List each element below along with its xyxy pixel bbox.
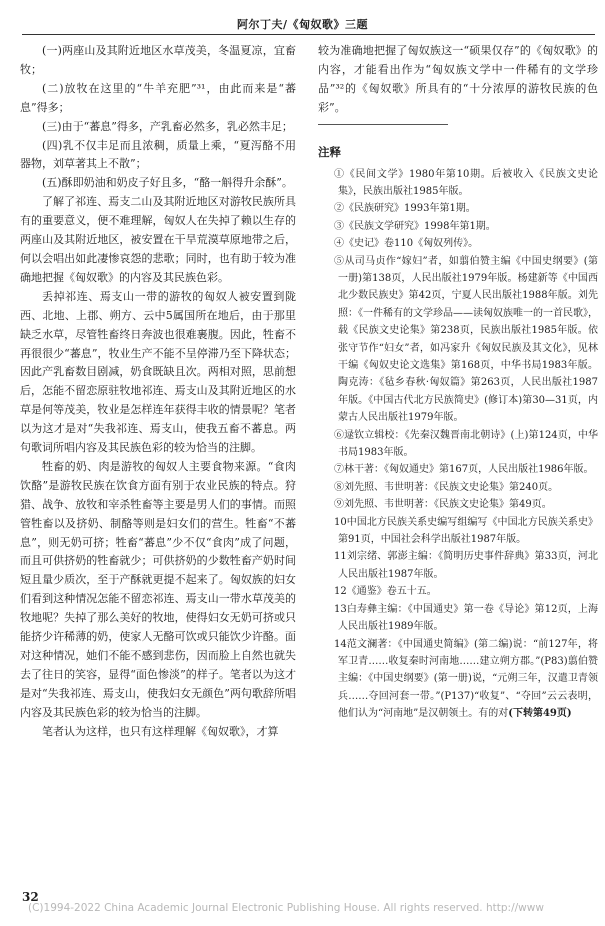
copyright-watermark: (C)1994-2022 China Academic Journal Electronic Publishing House. All rights reserved. http://www: [28, 902, 544, 914]
right-column: [318, 42, 598, 723]
note-item: ⑨刘先照、韦世明著：《民族文史论集》第49页。: [334, 499, 552, 511]
note-text: 14范文澜著：《中国通史简编》(第二编)说：“前127年，将军卫青……收复秦时河南地……建立朔方郡。”(P83)翦伯赞主编：《中国史纲要》(第一册)说，“元朔三年，汉遣卫青领兵……夺回河套一带。”(P137)“收复”、“夺回”云云表明，他们认为“河南地”是汉朝领土。有的对: [334, 638, 598, 720]
note-item: 12《通鉴》卷五十五。: [334, 586, 437, 598]
body-paragraph: 笔者认为这样，也只有这样理解《匈奴歌》，才算: [42, 724, 279, 738]
list-item: (四)乳不仅丰足而且浓稠，质量上乘，“夏泻酪不用器物，刘草著其上不散”；: [20, 138, 296, 171]
body-paragraph: 牲畜的奶、肉是游牧的匈奴人主要食物来源。“食肉饮酪”是游牧民族在饮食方面有别于农业民族的特点。狩猎、战争、放牧和宰杀牲畜等主要是男人们的事情。而照管牲畜以及挤奶、制酪等则是妇女们的营生。牲畜“不蕃息”，则无奶可挤；牲畜“蕃息”少不仅“食肉”成了问题，而且可供挤奶的牲畜就少；可供挤奶的少数牲畜产奶时间短且量少质次，至于产酥就更提不起来了。匈奴族的妇女们看到这种情况怎能不留恋祁连、焉支山一带水草茂美的牧地呢？失掉了那么美好的牧地，使得妇女无奶可挤或只能挤少许稀薄的奶，使家人无酪可饮或只能饮少许酪。面对这种情况，她们不能不感到悲伤，因而脸上自然也就失去了往日的笑容，显得“面色惨淡”的样子。笔者以为这才是对“失我祁连、焉支山，使我妇女无颜色”两句歌辞所唱内容及其民族色彩的较为恰当的注脚。: [20, 459, 296, 719]
note-item: ①《民间文学》1980年第10期。后被收入《民族文史论集》，民族出版社1985年版。: [334, 168, 598, 197]
note-item: ②《民族研究》1993年第1期。: [334, 203, 476, 215]
running-title: 阿尔丁夫/《匈奴歌》三题: [236, 18, 369, 31]
note-item: ⑧刘先照、韦世明著：《民族文史论集》第240页。: [334, 481, 559, 493]
note-item: ⑤从司马贞作“嫁妇”者，如翦伯赞主编《中国史纲要》(第一册)第138页，人民出版社1979年版。杨建新等《中国西北少数民族史》第42页，宁夏人民出版社1988年版。刘先照：《一件稀有的文学珍品——读匈奴族唯一的一首民歌》，载《民族文史论集》第238页，民族出版社1985年版。依张守节作“妇女”者，如冯家升《匈奴民族及其文化》，见林干编《匈奴史论文选集》第168页，中华书局1983年版。陶克涛：《毡乡春秋·匈奴篇》第263页，人民出版社1987年版。《中国古代北方民族简史》(修订本)第30—31页，内蒙古人民出版社1979年版。: [334, 255, 598, 424]
note-item: ④《史记》卷110《匈奴列传》。: [334, 238, 479, 250]
note-item: [318, 636, 598, 723]
note-item: ⑦林干著：《匈奴通史》第167页，人民出版社1986年版。: [334, 464, 594, 476]
note-item: 10中国北方民族关系史编写组编写《中国北方民族关系史》第91页，中国社会科学出版社1987年版。: [334, 516, 598, 546]
note-item: ⑥逯钦立辑校：《先秦汉魏晋南北朝诗》(上)第124页，中华书局1983年版。: [334, 429, 598, 459]
list-item: (二)放牧在这里的“牛羊充肥”³¹，由此而来是“蕃息”得多；: [20, 81, 296, 114]
list-item: (一)两座山及其附近地区水草茂美，冬温夏凉，宜畜牧；: [20, 44, 296, 76]
notes-divider: [318, 124, 448, 125]
body-paragraph: 丢掉祁连、焉支山一带的游牧的匈奴人被安置到陇西、北地、上郡、朔方、云中5属国所在地后，由于那里缺乏水草，尽管牲畜终日奔波也很难裹腹。因此，牲畜不再很很少“蕃息”，牧业生产不能不呈停滞乃至下降状态；因此产乳畜数目剧减，奶食既缺且次。两相对照，思前想后，怎能不留恋原驻牧地祁连、焉支山及其附近地区的水草是何等茂美，牧业是怎样连年获得丰收的情景呢？笔者以为这才是对“失我祁连、焉支山，使我五畜不蕃息。两句歌词所唱内容及其民族色彩的较为恰当的注脚。: [20, 289, 296, 455]
notes-heading: 注释: [318, 144, 341, 159]
note-item: 13白寿彝主编：《中国通史》第一卷《导论》第12页，上海人民出版社1989年版。: [334, 603, 598, 633]
body-paragraph: 了解了祁连、焉支二山及其附近地区对游牧民族所具有的重要意义，便不难理解，匈奴人在失掉了赖以生存的两座山及其附近地区，被安置在干旱荒漠草原地带之后，何以会唱出如此凄惨哀怨的悲歌；同时，也有助于较为准确地把握《匈奴歌》的内容及其民族色彩。: [20, 195, 296, 284]
page-header: [0, 0, 605, 38]
header-rule: [22, 34, 595, 35]
left-column: [20, 42, 296, 742]
list-item: (三)由于“蕃息”得多，产乳畜必然多，乳必然丰足；: [42, 119, 293, 133]
continued-marker: (下转第49页): [508, 708, 572, 720]
note-item: 11刘宗绪、郭澎主编：《简明历史事件辞典》第33页，河北人民出版社1987年版。: [334, 551, 598, 580]
list-item: (五)酥即奶油和奶皮子好且多，“酪一斛得升余酥”。: [42, 176, 293, 190]
body-paragraph: 较为准确地把握了匈奴族这一“硕果仅存”的《匈奴歌》的内容，才能看出作为“匈奴族文学中一件稀有的文学珍品”³²的《匈奴歌》所具有的“十分浓厚的游牧民族的色彩”。: [318, 44, 598, 114]
note-item: ③《民族文学研究》1998年第1期。: [334, 220, 496, 232]
page-number: 32: [22, 890, 39, 904]
